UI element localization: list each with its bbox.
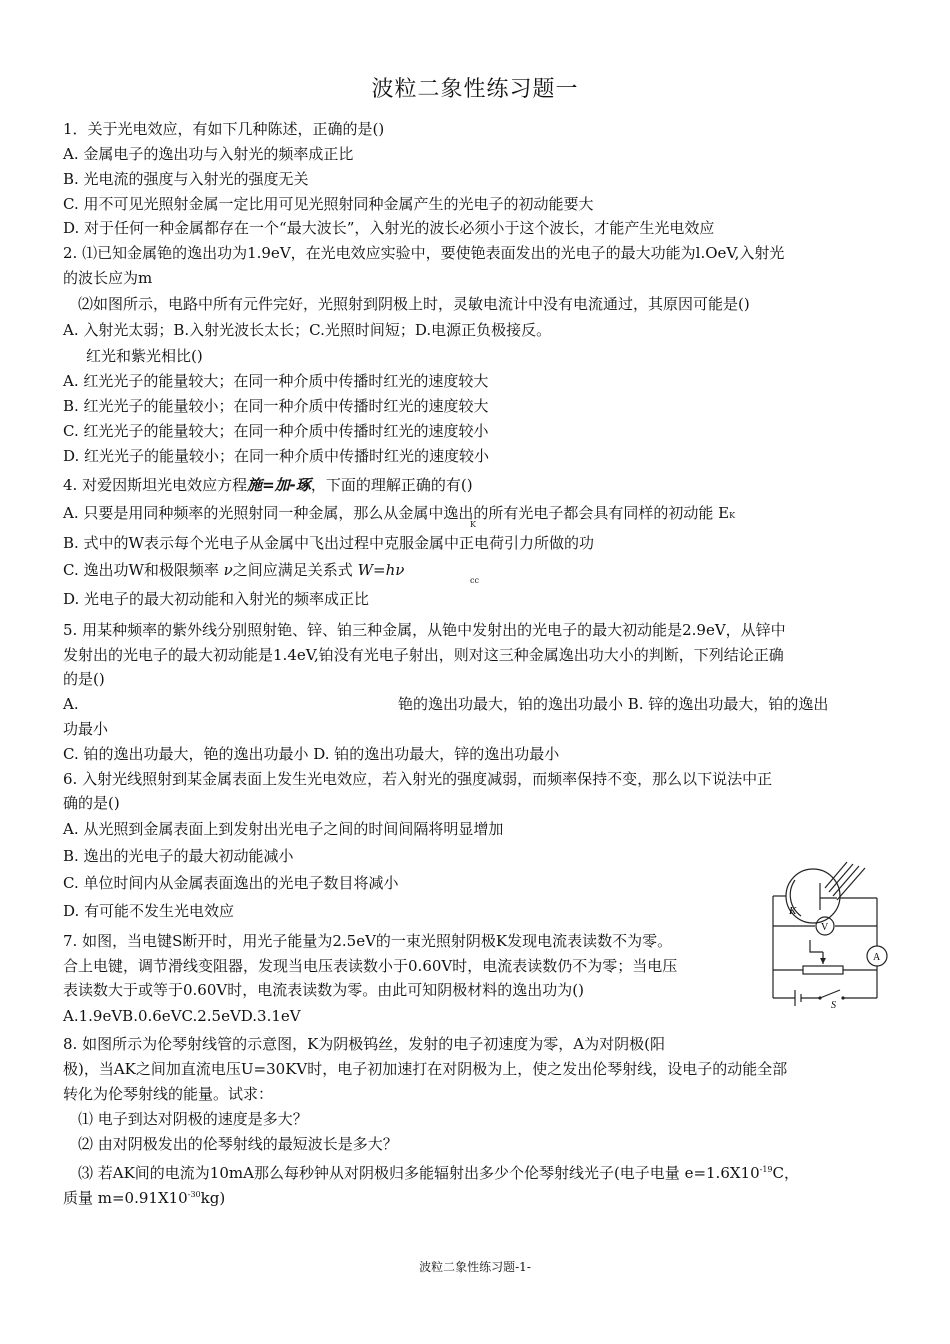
q2-part1: 2. ⑴已知金属铯的逸出功为1.9eV，在光电效应实验中，要使铯表面发出的光电子的最大功能为l.OeV,入射光 [63, 244, 785, 262]
q5-option-b-cont: 功最小 [63, 720, 109, 738]
q4-option-c-prefix: C. 逸出功W和极限频率 [63, 561, 224, 579]
q5-stem-2: 发射出的光电子的最大初动能是1.4eV,铂没有光电子射出，则对这三种金属逸出功大小的判断，下列结论正确 [63, 646, 784, 664]
q2-part1-cont: 的波长应为m [63, 269, 153, 287]
q2-options: A. 入射光太弱；B.入射光波长太长；C.光照时间短；D.电源正负极接反。 [63, 321, 552, 339]
switch-blade [820, 990, 840, 998]
q1-option-c: C. 用不可见光照射金属一定比用可见光照射同种金属产生的光电子的初动能要大 [63, 195, 594, 213]
page-title: 波粒二象性练习题一 [371, 77, 579, 102]
q1-option-d: D. 对于任何一种金属都存在一个“最大波长”，入射光的波长必须小于这个波长，才能产生光电效应 [63, 219, 715, 237]
q5-option-c-d: C. 铂的逸出功最大，铯的逸出功最小 D. 铂的逸出功最大，锌的逸出功最小 [63, 745, 560, 763]
q8-stem-1: 8. 如图所示为伦琴射线管的示意图，K为阴极钨丝，发射的电子初速度为零，A为对阴极(阳 [63, 1035, 665, 1053]
q6-option-a: A. 从光照到金属表面上到发射出光电子之间的时间间隔将明显增加 [63, 820, 504, 838]
q8-part1: ⑴ 电子到达对阴极的速度是多大？ [78, 1110, 308, 1128]
q8-mass-b: kg) [200, 1189, 226, 1207]
q4-option-d: D. 光电子的最大初动能和入射光的频率成正比 [63, 590, 370, 608]
q6-option-d: D. 有可能不发生光电效应 [63, 902, 235, 920]
rheostat [803, 966, 843, 974]
q7-stem-3: 表读数大于或等于0.60V时，电流表读数为零。由此可知阴极材料的逸出功为() [63, 981, 584, 999]
q5-option-a-b: 铯的逸出功最大，铂的逸出功最小 B. 锌的逸出功最大，铂的逸出 [398, 695, 829, 713]
q8-part3-a: ⑶ 若AK间的电流为10mA那么每秒钟从对阴极归多能辐射出多少个伦琴射线光子(电子电量 e=1.6X10 [78, 1164, 760, 1182]
q2-part2: ⑵如图所示，电路中所有元件完好，光照射到阴极上时，灵敏电流计中没有电流通过，其原因可能是() [78, 295, 750, 313]
q3-stem: 红光和紫光相比() [86, 347, 203, 365]
q1-option-a: A. 金属电子的逸出功与入射光的频率成正比 [63, 145, 354, 163]
q1-stem: 1．关于光电效应，有如下几种陈述，正确的是() [63, 120, 385, 138]
q4-nu-symbol: ν [223, 561, 233, 579]
circuit-k-label: K [789, 905, 797, 917]
q3-option-b: B. 红光光子的能量较小；在同一种介质中传播时红光的速度较大 [63, 397, 489, 415]
q4-stem [63, 475, 473, 495]
q7-stem-1: 7. 如图，当电键S断开时，用光子能量为2.5eV的一束光照射阴极K发现电流表读数不为零。 [63, 932, 673, 950]
q4-option-b: B. 式中的W表示每个光电子从金属中飞出过程中克服金属中正电荷引力所做的功 [63, 534, 594, 552]
q5-option-a-label: A. [63, 695, 79, 713]
page-footer: 波粒二象性练习题-1- [419, 1260, 531, 1274]
q3-option-c: C. 红光光子的能量较大；在同一种介质中传播时红光的速度较小 [63, 422, 489, 440]
circuit-s-label: S [831, 1000, 836, 1008]
q8-part3-b: C， [772, 1164, 800, 1182]
q4-formula: 施=加-琢 [247, 476, 311, 494]
q8-part2: ⑵ 由对阴极发出的伦琴射线的最短波长是多大？ [78, 1135, 398, 1153]
q4-ek-subscript: K [729, 511, 736, 520]
q4-option-a-text: A. 只要是用同种频率的光照射同一种金属，那么从金属中逸出的所有光电子都会具有同样的初动能 E [63, 504, 730, 522]
q8-mass-a: 质量 m=0.91X10 [63, 1189, 188, 1207]
q6-option-b: B. 逸出的光电子的最大初动能减小 [63, 847, 294, 865]
q3-option-d: D. 红光光子的能量较小；在同一种介质中传播时红光的速度较小 [63, 447, 490, 465]
circuit-v-label: V [821, 922, 829, 933]
q4-option-a [63, 503, 735, 526]
q4-relation-formula: W=hν [357, 561, 405, 579]
q8-part3-exp: -19 [759, 1165, 773, 1174]
q4-option-c-mid: 之间应满足关系式 [232, 561, 358, 579]
q4-stem-suffix: ，下面的理解正确的有() [310, 476, 473, 494]
circuit-a-label: A [873, 952, 881, 963]
q4-cc-mark: cc [470, 576, 479, 585]
q6-stem-2: 确的是() [63, 794, 120, 812]
q4-k-mark: K [470, 520, 476, 529]
q8-stem-2: 极)，当AK之间加直流电压U=30KV时，电子初加速打在对阴极为上，使之发出伦琴射线，设电子的动能全部 [63, 1060, 788, 1078]
q1-option-b: B. 光电流的强度与入射光的强度无关 [63, 170, 309, 188]
circuit-diagram [765, 858, 895, 1008]
q7-stem-2: 合上电键，调节滑线变阻器，发现当电压表读数小于0.60V时，电流表读数仍不为零；当电压 [63, 957, 678, 975]
q8-part3 [78, 1160, 799, 1183]
q8-mass-exp: -30 [187, 1190, 201, 1199]
q6-stem-1: 6. 入射光线照射到某金属表面上发生光电效应，若入射光的强度减弱，而频率保持不变，那么以下说法中正 [63, 770, 773, 788]
q5-stem-3: 的是() [63, 670, 105, 688]
q7-options: A.1.9eVB.0.6eVC.2.5eVD.3.1eV [63, 1007, 301, 1025]
q6-option-c: C. 单位时间内从金属表面逸出的光电子数目将减小 [63, 874, 399, 892]
q8-stem-3: 转化为伦琴射线的能量。试求： [63, 1085, 274, 1103]
q8-part3-cont [63, 1185, 225, 1208]
q5-stem-1: 5. 用某种频率的紫外线分别照射铯、锌、铂三种金属，从铯中发射出的光电子的最大初动能是2.9eV，从锌中 [63, 621, 786, 639]
q3-option-a: A. 红光光子的能量较大；在同一种介质中传播时红光的速度较大 [63, 372, 489, 390]
q4-option-c [63, 560, 404, 580]
q4-stem-prefix: 4. 对爱因斯坦光电效应方程 [63, 476, 248, 494]
